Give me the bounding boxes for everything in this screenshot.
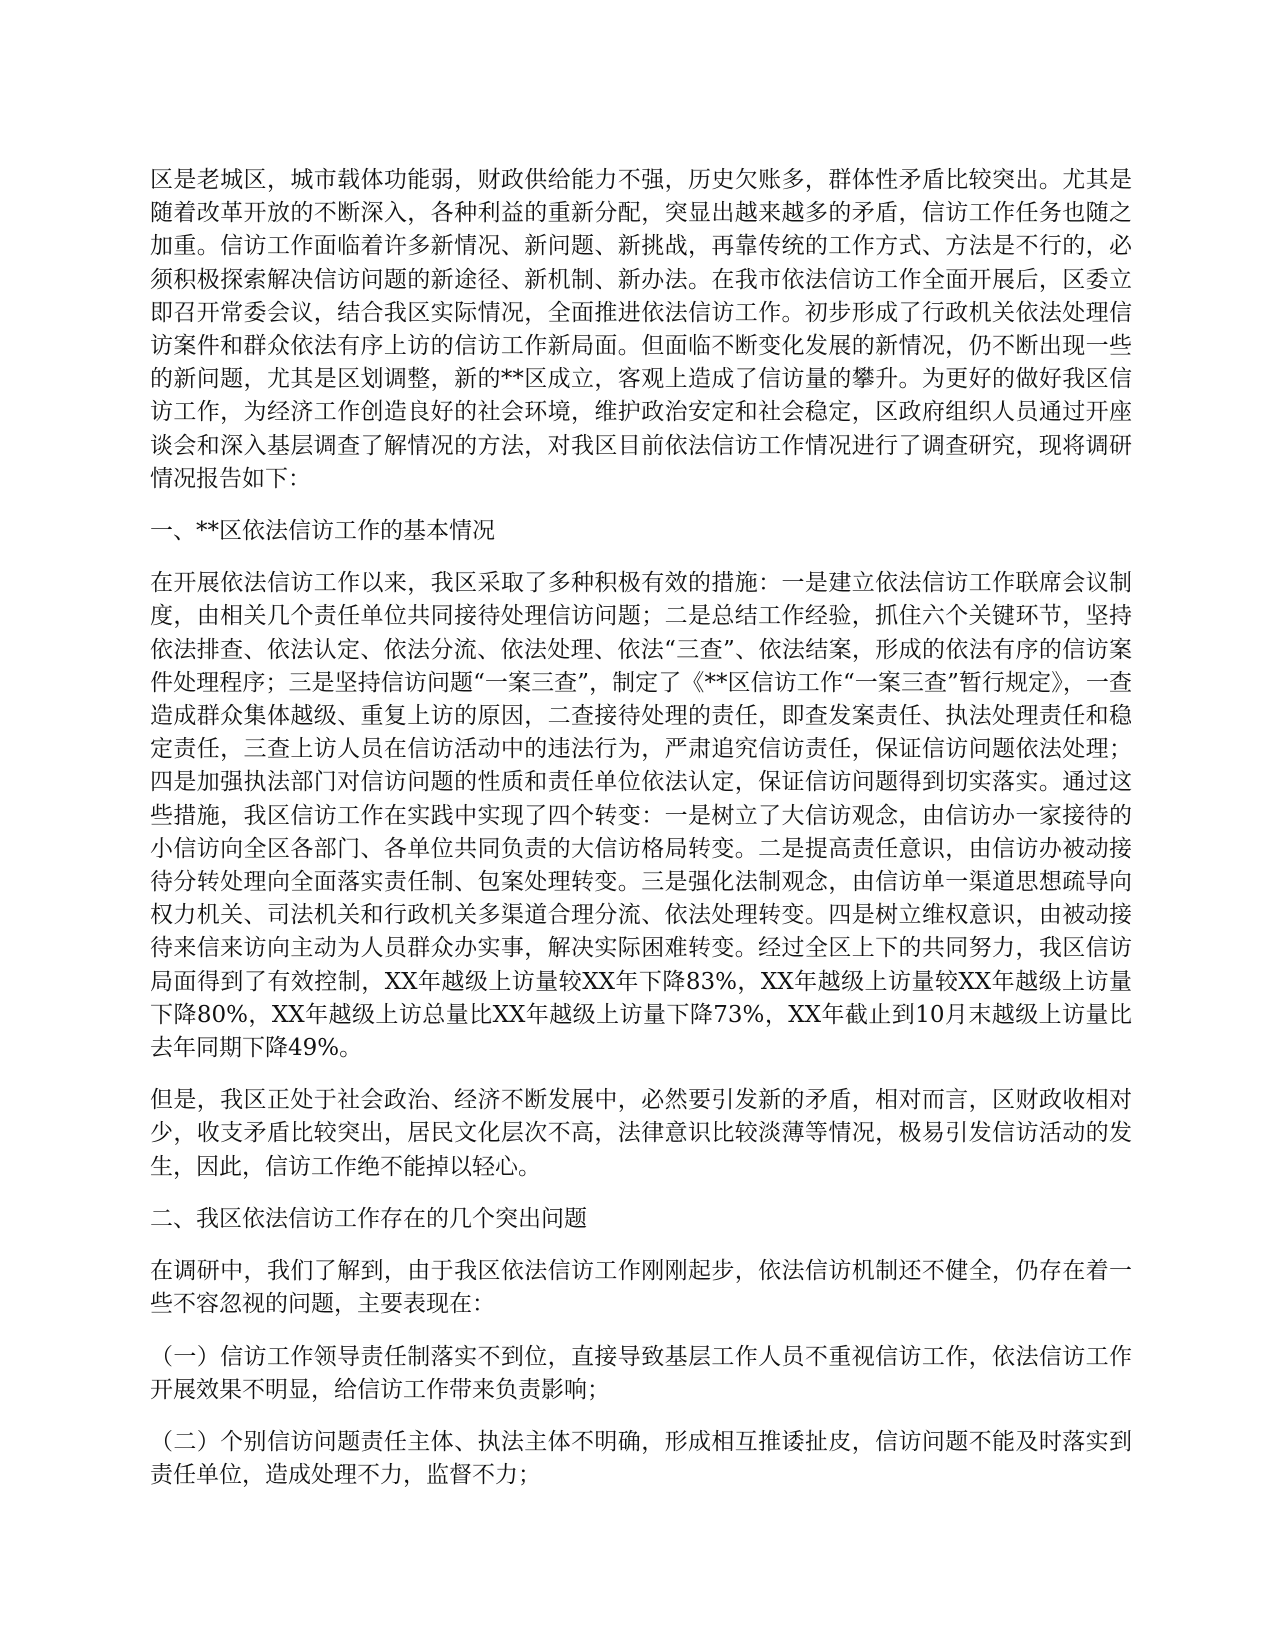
intro-paragraph: 区是老城区，城市载体功能弱，财政供给能力不强，历史欠账多，群体性矛盾比较突出。尤其是随着改革开放的不断深入，各种利益的重新分配，突显出越来越多的矛盾，信访工作任务也随之加重。信访工作面临着许多新情况、新问题、新挑战，再靠传统的工作方式、方法是不行的，必须积极探索解决信访问题的新途径、新机制、新办法。在我市依法信访工作全面开展后，区委立即召开常委会议，结合我区实际情况，全面推进依法信访工作。初步形成了行政机关依法处理信访案件和群众依法有序上访的信访工作新局面。但面临不断变化发展的新情况，仍不断出现一些的新问题，尤其是区划调整，新的**区成立，客观上造成了信访量的攀升。为更好的做好我区信访工作，为经济工作创造良好的社会环境，维护政治安定和社会稳定，区政府组织人员通过开座谈会和深入基层调查了解情况的方法，对我区目前依法信访工作情况进行了调查研究，现将调研情况报告如下： — [150, 167, 1132, 492]
problem-item-1: （一）信访工作领导责任制落实不到位，直接导致基层工作人员不重视信访工作，依法信访工作开展效果不明显，给信访工作带来负责影响； — [150, 1343, 1132, 1403]
problem-item-2: （二）个别信访问题责任主体、执法主体不明确，形成相互推诿扯皮，信访问题不能及时落实到责任单位，造成处理不力，监督不力； — [150, 1428, 1132, 1489]
problems-intro-paragraph: 在调研中，我们了解到，由于我区依法信访工作刚刚起步，依法信访机制还不健全，仍存在着一些不容忽视的问题，主要表现在： — [150, 1258, 1132, 1318]
document-page — [150, 164, 1132, 1511]
section-heading-basic-situation: 一、**区依法信访工作的基本情况 — [150, 518, 495, 545]
caution-paragraph: 但是，我区正处于社会政治、经济不断发展中，必然要引发新的矛盾，相对而言，区财政收相对少，收支矛盾比较突出，居民文化层次不高，法律意识比较淡薄等情况，极易引发信访活动的发生，因此，信访工作绝不能掉以轻心。 — [150, 1087, 1132, 1180]
section-heading-problems: 二、我区依法信访工作存在的几个突出问题 — [150, 1205, 587, 1232]
measures-paragraph: 在开展依法信访工作以来，我区采取了多种积极有效的措施：一是建立依法信访工作联席会议制度，由相关几个责任单位共同接待处理信访问题；二是总结工作经验，抓住六个关键环节，坚持依法排查、依法认定、依法分流、依法处理、依法“三查”、依法结案，形成的依法有序的信访案件处理程序；三是坚持信访问题“一案三查”，制定了《**区信访工作“一案三查”暂行规定》，一查造成群众集体越级、重复上访的原因，二查接待处理的责任，即查发案责任、执法处理责任和稳定责任，三查上访人员在信访活动中的违法行为，严肃追究信访责任，保证信访问题依法处理；四是加强执法部门对信访问题的性质和责任单位依法认定，保证信访问题得到切实落实。通过这些措施，我区信访工作在实践中实现了四个转变：一是树立了大信访观念，由信访办一家接待的小信访向全区各部门、各单位共同负责的大信访格局转变。二是提高责任意识，由信访办被动接待分转处理向全面落实责任制、包案处理转变。三是强化法制观念，由信访单一渠道思想疏导向权力机关、司法机关和行政机关多渠道合理分流、依法处理转变。四是树立维权意识，由被动接待来信来访向主动为人员群众办实事，解决实际困难转变。经过全区上下的共同努力，我区信访局面得到了有效控制，XX年越级上访量较XX年下降83%，XX年越级上访量较XX年越级上访量下降80%，XX年越级上访总量比XX年越级上访量下降73%，XX年截止到10月末越级上访量比去年同期下降49%。 — [150, 570, 1132, 1062]
